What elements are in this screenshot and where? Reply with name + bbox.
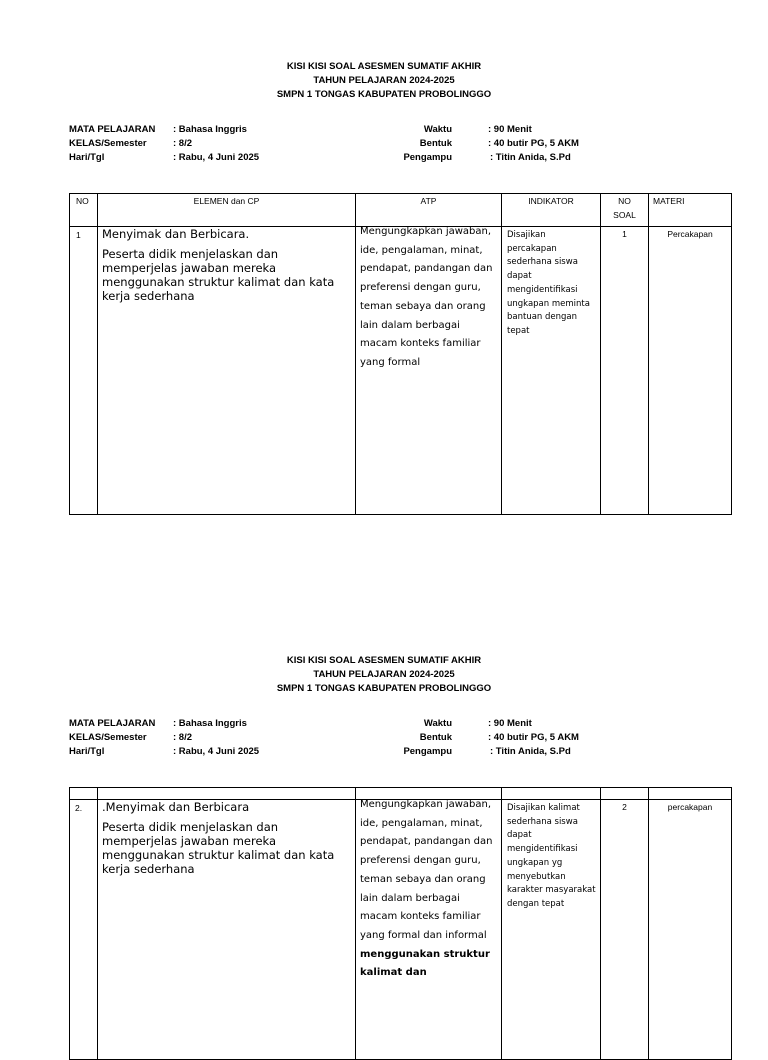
row-indikator: Disajikan percakapan sederhana siswa dapat mengidentifikasi ungkapan meminta bantuan dengan tepat	[502, 227, 601, 515]
atp-text-regular: Mengungkapkan jawaban, ide, pengalaman, minat, pendapat, pandangan dan preferensi dengan guru, teman sebaya dan orang lain dalam berbagai macam konteks familiar yang formal dan informal	[360, 799, 493, 941]
header-no-soal-line1: NO	[618, 196, 631, 206]
pengampu-label: Pengampu	[403, 746, 452, 757]
elemen-cp: Peserta didik menjelaskan dan memperjelas jawaban mereka menggunakan struktur kalimat dan kata kerja sederhana	[102, 820, 335, 876]
header-materi: MATERI	[649, 194, 732, 227]
header-atp: ATP	[356, 194, 502, 227]
row-atp	[356, 800, 502, 1060]
row-elemen	[98, 227, 356, 515]
meta-left-values	[173, 123, 259, 165]
empty-cell	[649, 788, 732, 800]
title-line-1: KISI KISI SOAL ASESMEN SUMATIF AKHIR	[286, 655, 482, 666]
meta-right-values	[488, 123, 579, 165]
meta-left-values	[173, 717, 259, 759]
kelas-value: : 8/2	[173, 732, 193, 743]
title-line-2: TAHUN PELAJARAN 2024-2025	[313, 669, 455, 680]
bentuk-value: : 40 butir PG, 5 AKM	[488, 732, 579, 743]
hari-value: : Rabu, 4 Juni 2025	[173, 152, 260, 163]
title-line-3: SMPN 1 TONGAS KABUPATEN PROBOLINGGO	[276, 89, 492, 100]
row-no: 2.	[70, 800, 98, 1060]
table-header-row	[70, 194, 732, 227]
title-line-1: KISI KISI SOAL ASESMEN SUMATIF AKHIR	[286, 61, 482, 72]
meta-right-values	[488, 717, 579, 759]
header-no: NO	[70, 194, 98, 227]
row-no-soal: 1	[601, 227, 649, 515]
elemen-title: Menyimak dan Berbicara.	[102, 227, 250, 241]
waktu-label: Waktu	[423, 718, 452, 729]
hari-value: : Rabu, 4 Juni 2025	[173, 746, 260, 757]
header-elemen: ELEMEN dan CP	[98, 194, 356, 227]
table-row	[70, 227, 732, 515]
meta-left-labels	[69, 717, 155, 759]
meta-left-labels	[69, 123, 155, 165]
title-line-3: SMPN 1 TONGAS KABUPATEN PROBOLINGGO	[276, 683, 492, 694]
waktu-value: : 90 Menit	[488, 124, 532, 135]
row-materi: Percakapan	[649, 227, 732, 515]
atp-text: Mengungkapkan jawaban, ide, pengalaman, minat, pendapat, pandangan dan preferensi dengan guru, teman sebaya dan orang lain dalam berbagai macam konteks familiar yang formal	[360, 226, 493, 368]
waktu-value: : 90 Menit	[488, 718, 532, 729]
pengampu-value: : Titin Anida, S.Pd	[490, 152, 571, 163]
mapel-value: : Bahasa Inggris	[173, 718, 247, 729]
row-indikator: Disajikan kalimat sederhana siswa dapat mengidentifikasi ungkapan yg menyebutkan karakter masyarakat dengan tepat	[502, 800, 601, 1060]
bentuk-label: Bentuk	[419, 732, 452, 743]
kelas-label: KELAS/Semester	[69, 732, 147, 743]
table-row	[70, 800, 732, 1060]
elemen-cp: Peserta didik menjelaskan dan memperjelas jawaban mereka menggunakan struktur kalimat dan kata kerja sederhana	[102, 247, 335, 303]
kisi-table-1	[69, 193, 732, 515]
bentuk-label: Bentuk	[419, 138, 452, 149]
row-no-soal: 2	[601, 800, 649, 1060]
row-atp	[356, 227, 502, 515]
pengampu-label: Pengampu	[403, 152, 452, 163]
meta-right-labels	[380, 717, 452, 759]
bentuk-value: : 40 butir PG, 5 AKM	[488, 138, 579, 149]
row-elemen	[98, 800, 356, 1060]
mapel-value: : Bahasa Inggris	[173, 124, 247, 135]
mapel-label: MATA PELAJARAN	[69, 718, 156, 729]
empty-cell	[601, 788, 649, 800]
hari-label: Hari/Tgl	[69, 152, 105, 163]
atp-text	[356, 796, 501, 983]
title-line-2: TAHUN PELAJARAN 2024-2025	[313, 75, 455, 86]
doc-title	[0, 60, 768, 102]
empty-cell	[502, 788, 601, 800]
kisi-table-2	[69, 787, 732, 1060]
header-indikator: INDIKATOR	[502, 194, 601, 227]
pengampu-value: : Titin Anida, S.Pd	[490, 746, 571, 757]
kelas-label: KELAS/Semester	[69, 138, 147, 149]
header-no-soal-line2: SOAL	[613, 210, 636, 220]
doc-title	[0, 654, 768, 696]
hari-label: Hari/Tgl	[69, 746, 105, 757]
header-no-soal	[601, 194, 649, 227]
atp-text-bold: menggunakan struktur kalimat dan	[360, 948, 490, 979]
empty-cell	[70, 788, 98, 800]
mapel-label: MATA PELAJARAN	[69, 124, 156, 135]
kelas-value: : 8/2	[173, 138, 193, 149]
meta-right-labels	[380, 123, 452, 165]
elemen-title: .Menyimak dan Berbicara	[102, 800, 250, 814]
row-materi: percakapan	[649, 800, 732, 1060]
row-no: 1	[70, 227, 98, 515]
waktu-label: Waktu	[423, 124, 452, 135]
empty-cell	[98, 788, 356, 800]
